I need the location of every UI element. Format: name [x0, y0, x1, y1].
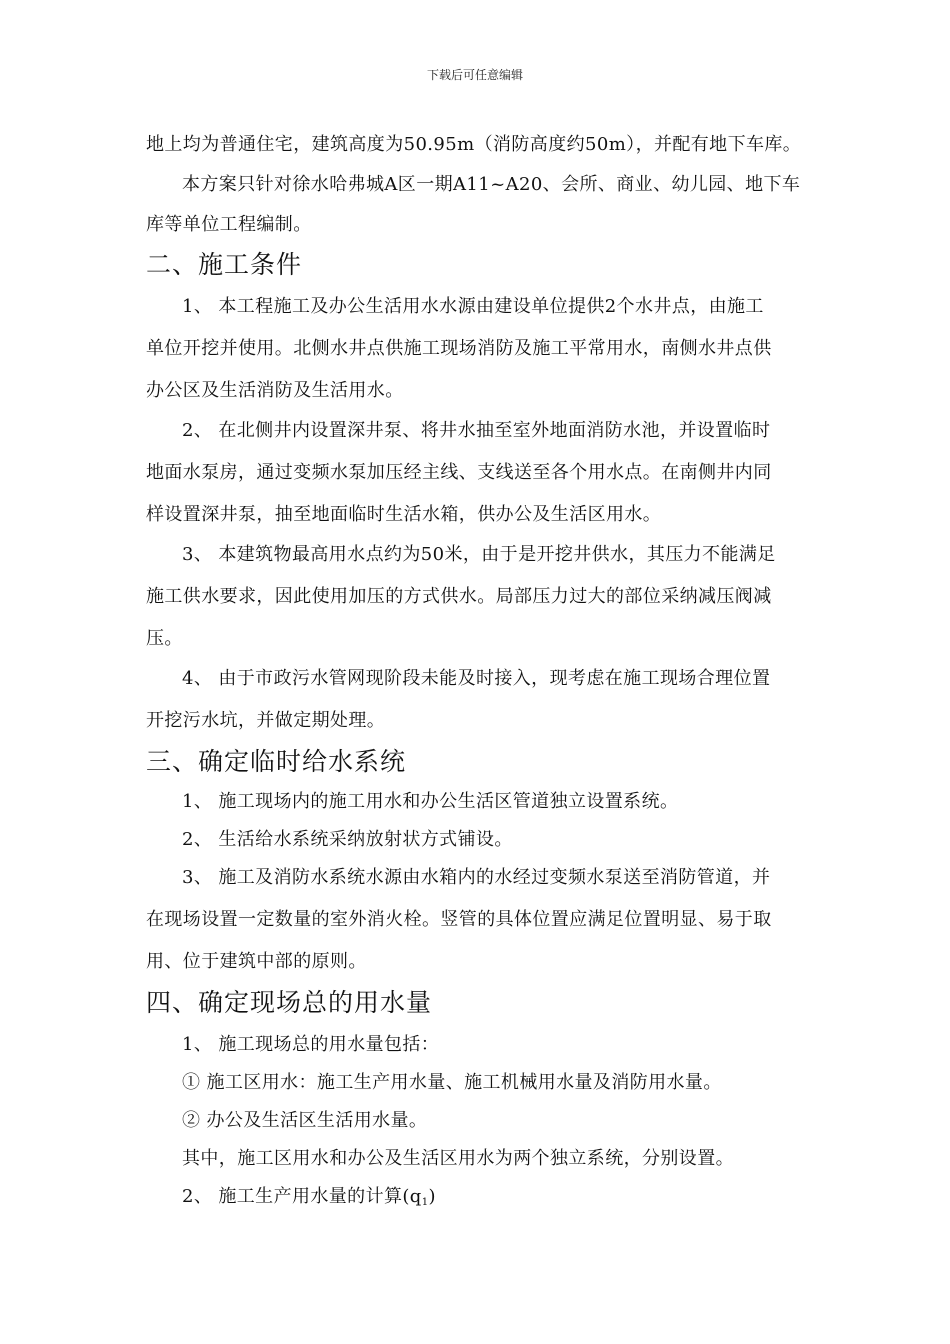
section-4-heading: 四、确定现场总的用水量 — [146, 988, 433, 1017]
sec4-item-1: ① 施工区用水：施工生产用水量、施工机械用水量及消防用水量。 — [182, 1072, 722, 1093]
sec2-p4-line-1: 4、 由于市政污水管网现阶段未能及时接入，现考虑在施工现场合理位置 — [182, 668, 771, 689]
sec3-p3-line-3: 用、位于建筑中部的原则。 — [146, 951, 367, 972]
sec3-p3-line-1: 3、 施工及消防水系统水源由水箱内的水经过变频水泵送至消防管道，并 — [182, 867, 771, 888]
intro-line-3: 库等单位工程编制。 — [146, 214, 312, 235]
sec3-p3-line-2: 在现场设置一定数量的室外消火栓。竖管的具体位置应满足位置明显、易于取 — [146, 909, 772, 930]
sec4-p1: 1、 施工现场总的用水量包括： — [182, 1034, 440, 1055]
sec2-p1-line-1: 1、 本工程施工及办公生活用水水源由建设单位提供2个水井点，由施工 — [182, 296, 764, 317]
sec4-p2-close: ) — [428, 1186, 436, 1207]
intro-line-2: 本方案只针对徐水哈弗城A区一期A11~A20、会所、商业、幼儿园、地下车 — [182, 174, 801, 195]
sec4-p2-subscript: 1 — [421, 1197, 429, 1208]
sec2-p3-line-2: 施工供水要求，因此使用加压的方式供水。局部压力过大的部位采纳减压阀减 — [146, 586, 772, 607]
sec2-p2-line-1: 2、 在北侧井内设置深井泵、将井水抽至室外地面消防水池，并设置临时 — [182, 420, 771, 441]
sec2-p3-line-3: 压。 — [146, 628, 183, 649]
page-header: 下载后可任意编辑 — [426, 68, 523, 82]
sec2-p2-line-2: 地面水泵房，通过变频水泵加压经主线、支线送至各个用水点。在南侧井内同 — [146, 462, 772, 483]
sec4-p2-text: 2、 施工生产用水量的计算(q — [182, 1186, 422, 1207]
sec3-p2: 2、 生活给水系统采纳放射状方式铺设。 — [182, 829, 513, 850]
sec2-p2-line-3: 样设置深井泵，抽至地面临时生活水箱，供办公及生活区用水。 — [146, 504, 662, 525]
sec2-p1-line-2: 单位开挖并使用。北侧水井点供施工现场消防及施工平常用水，南侧水井点供 — [146, 338, 772, 359]
intro-line-1: 地上均为普通住宅，建筑高度为50.95m（消防高度约50m），并配有地下车库。 — [146, 134, 802, 155]
sec4-note: 其中，施工区用水和办公及生活区用水为两个独立系统，分别设置。 — [182, 1148, 734, 1169]
section-2-heading: 二、施工条件 — [146, 250, 303, 279]
sec4-item-2: ② 办公及生活区生活用水量。 — [182, 1110, 428, 1131]
sec2-p1-line-3: 办公区及生活消防及生活用水。 — [146, 380, 404, 401]
sec2-p3-line-1: 3、 本建筑物最高用水点约为50米，由于是开挖井供水，其压力不能满足 — [182, 544, 776, 565]
sec3-p1: 1、 施工现场内的施工用水和办公生活区管道独立设置系统。 — [182, 791, 679, 812]
sec4-p2 — [182, 1182, 436, 1208]
sec2-p4-line-2: 开挖污水坑，并做定期处理。 — [146, 710, 386, 731]
section-3-heading: 三、确定临时给水系统 — [146, 747, 407, 776]
